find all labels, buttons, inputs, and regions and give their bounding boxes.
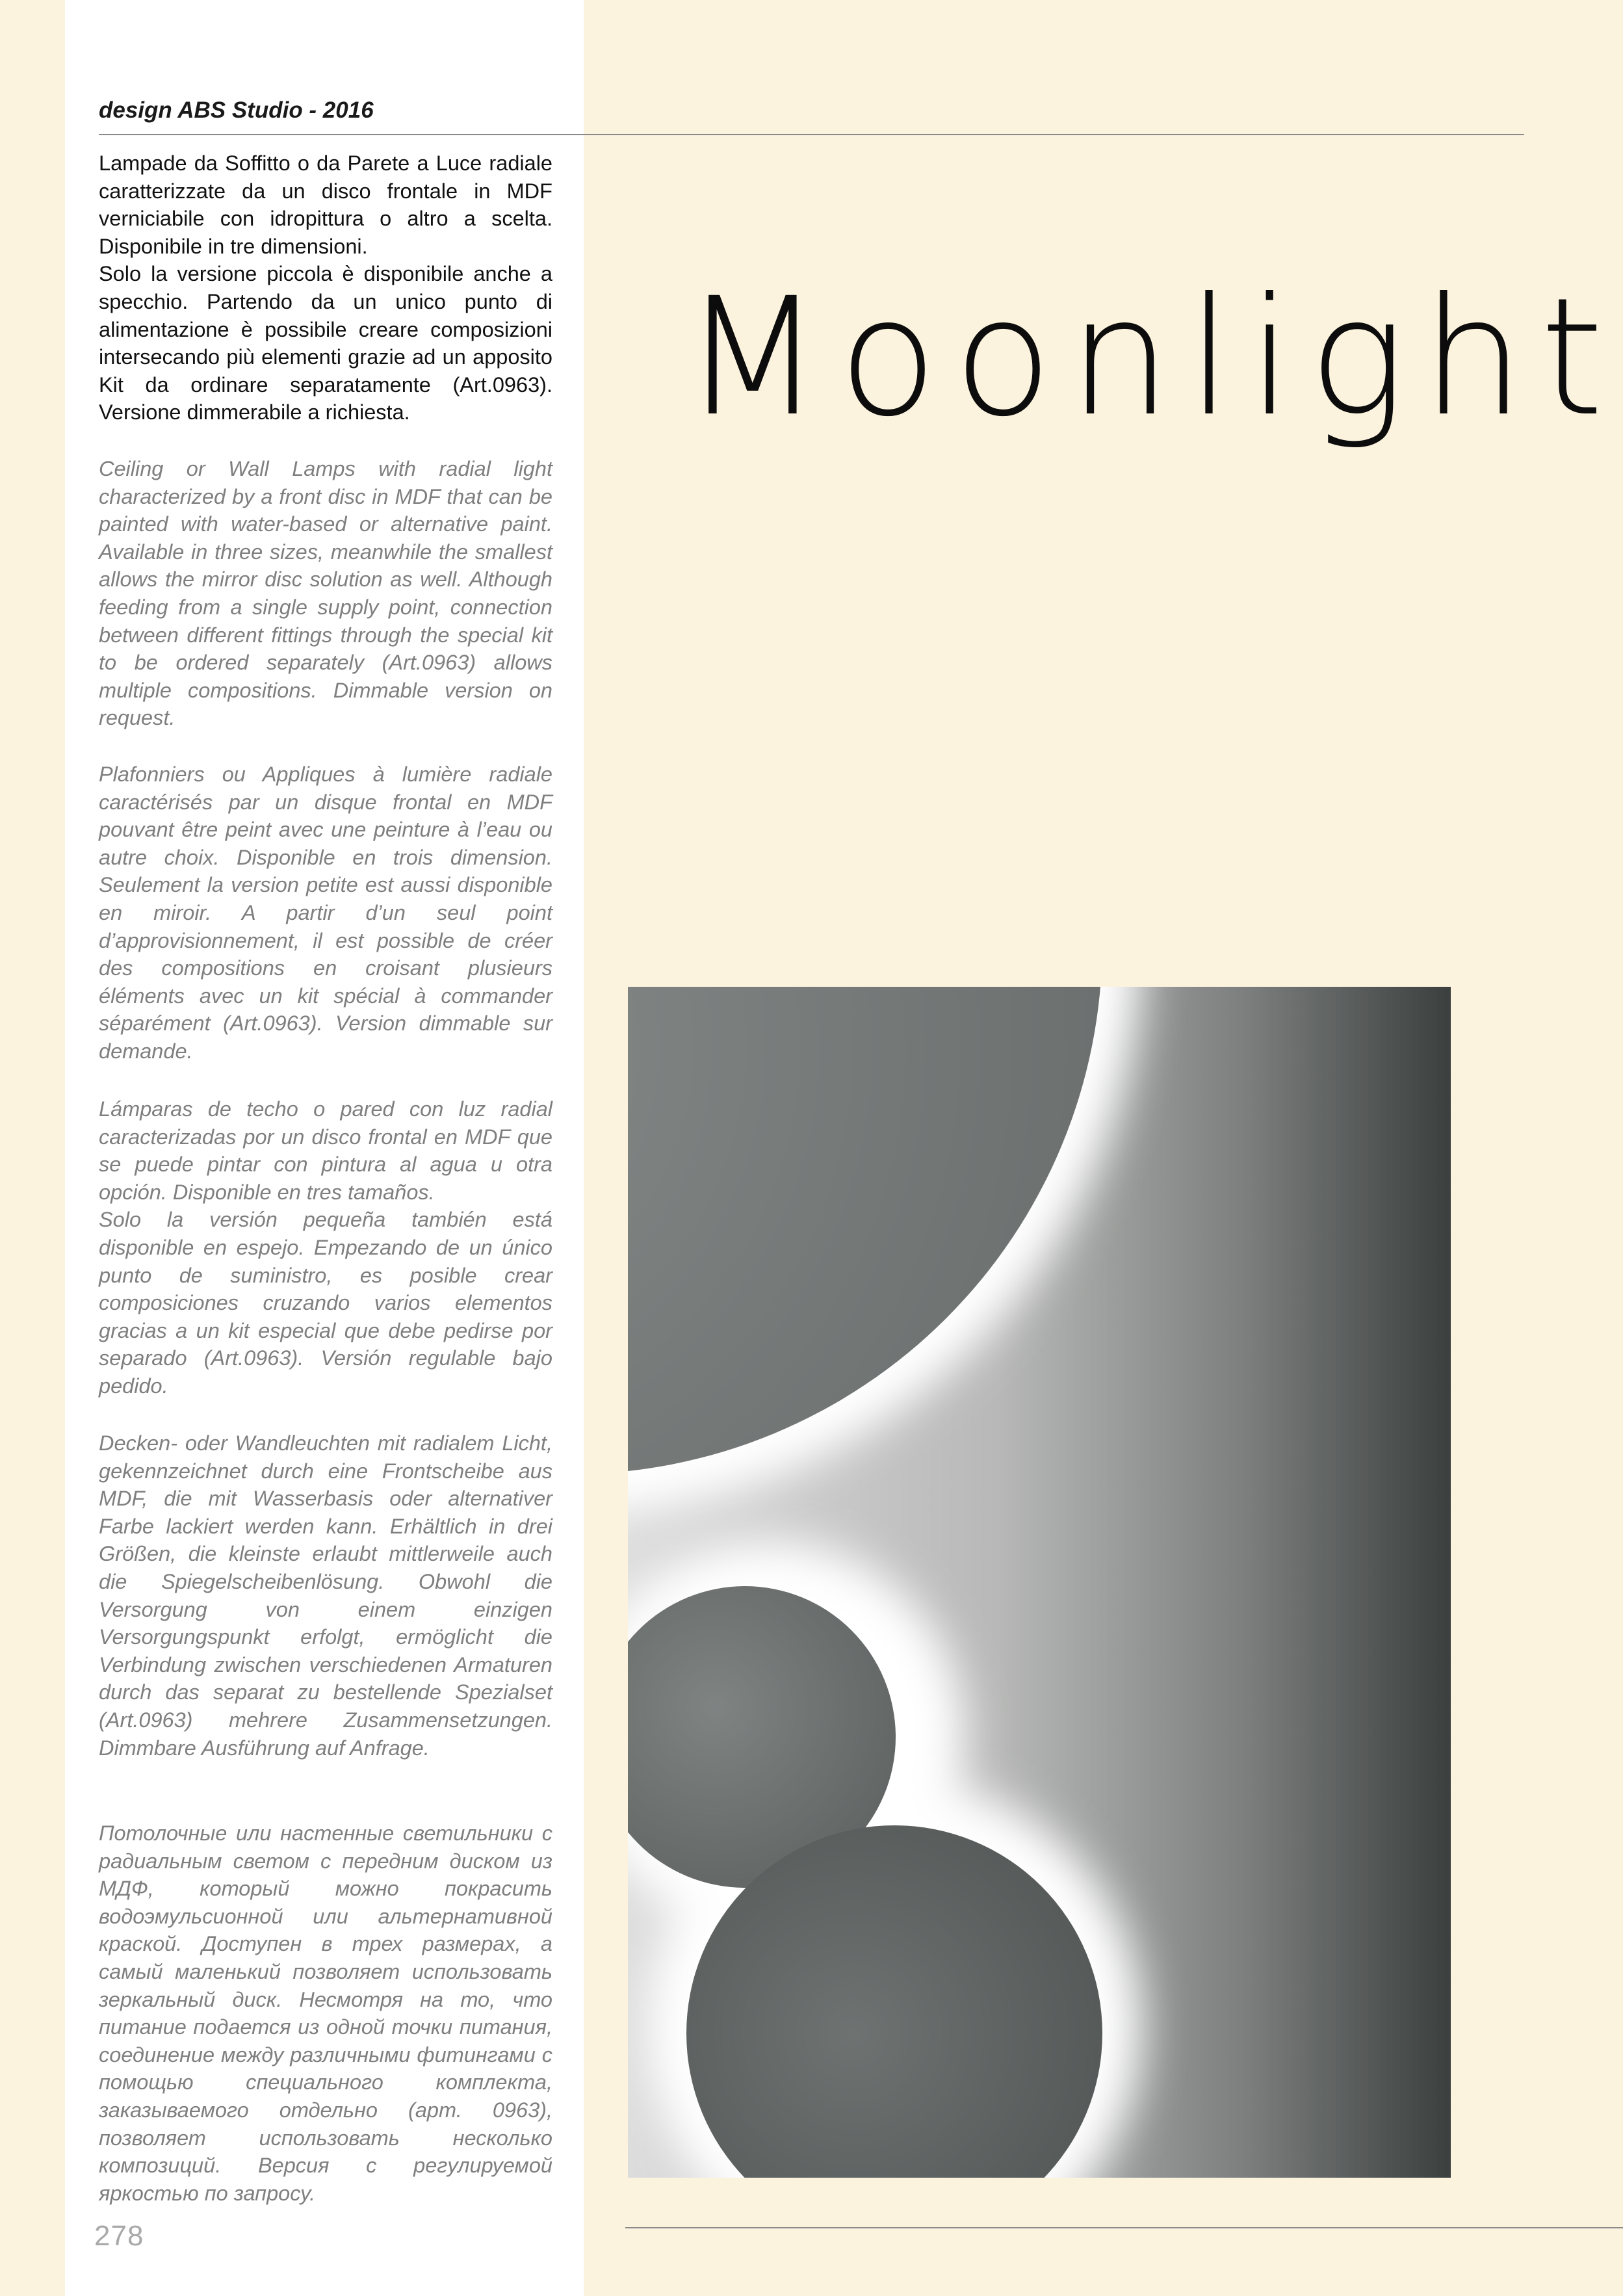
designer-credit: design ABS Studio - 2016	[99, 98, 374, 123]
description-spanish	[99, 1095, 552, 1400]
description-italian	[99, 150, 552, 426]
description-french-paragraph: Plafonniers ou Appliques à lumière radiale caractérisés par un disque frontal en MDF pouvant être peint avec une peinture à l’eau ou autre choix. Disponible en trois dimension. Seulement la version petite est aussi disponible en miroir. A partir d’un seul point d’approvisionnement, il est possible de créer des compositions en croisant plusieurs éléments avec un kit spécial à commander séparément (Art.0963). Version dimmable sur demande.	[99, 763, 552, 1063]
description-english-paragraph: Ceiling or Wall Lamps with radial light characterized by a front disc in MDF that can be painted with water-based or alternative paint. Available in three sizes, meanwhile the smallest allows the mirror disc solution as well. Although feeding from a single supply point, connection between different fittings through the special kit to be ordered separately (Art.0963) allows multiple compositions. Dimmable version on request.	[99, 457, 552, 730]
footer-rule	[625, 2227, 1623, 2228]
product-photo	[628, 987, 1451, 2178]
description-spanish-paragraph-2: Solo la versión pequeña también está disponible en espejo. Empezando de un único punto de suministro, es posible crear composiciones cruzando varios elementos gracias a un kit especial que debe pedirse por separado (Art.0963). Versión regulable bajo pedido.	[99, 1208, 552, 1398]
description-italian-paragraph-1: Lampade da Soffitto o da Parete a Luce radiale caratterizzate da un disco frontale in MDF verniciabile con idropittura o altro a scelta. Disponibile in tre dimensioni.	[99, 151, 552, 258]
page-number: 278	[94, 2220, 144, 2252]
description-russian-paragraph: Потолочные или настенные светильники с радиальным светом с передним диском из МДФ, который можно покрасить водоэмульсионной или альтернативной краской. Доступен в трех размерах, а самый маленький позволяет использовать зеркальный диск. Несмотря на то, что питание подается из одной точки питания, соединение между различными фитингами с помощью специального комплекта, заказываемого отдельно (арт. 0963), позволяет использовать несколько композиций. Версия с регулируемой яркостью по запросу.	[99, 1821, 552, 2205]
description-german-paragraph: Decken- oder Wandleuchten mit radialem Licht, gekennzeichnet durch eine Frontscheibe aus MDF, die mit Wasserbasis oder alternativer Farbe lackiert werden kann. Erhältlich in drei Größen, die kleinste erlaubt mittlerweile auch die Spiegelscheibenlösung. Obwohl die Versorgung von einem einzigen Versorgungspunkt erfolgt, ermöglicht die Verbindung zwischen verschiedenen Armaturen durch das separat zu bestellende Spezialset (Art.0963) mehrere Zusammensetzungen. Dimmbare Ausführung auf Anfrage.	[99, 1431, 552, 1760]
description-spanish-paragraph-1: Lámparas de techo o pared con luz radial caracterizadas por un disco frontal en MDF que se puede pintar con pintura al agua u otra opción. Disponible en tres tamaños.	[99, 1097, 552, 1204]
description-italian-paragraph-2: Solo la versione piccola è disponibile anche a specchio. Partendo da un unico punto di alimentazione è possibile creare composizioni intersecando più elementi grazie ad un apposito Kit da ordinare separatamente (Art.0963). Versione dimmerabile a richiesta.	[99, 262, 552, 424]
header-rule	[99, 134, 1524, 135]
description-english	[99, 455, 552, 732]
description-russian	[99, 1820, 552, 2207]
description-german	[99, 1429, 552, 1762]
product-title: Moonlight	[682, 263, 1620, 452]
description-french	[99, 761, 552, 1065]
